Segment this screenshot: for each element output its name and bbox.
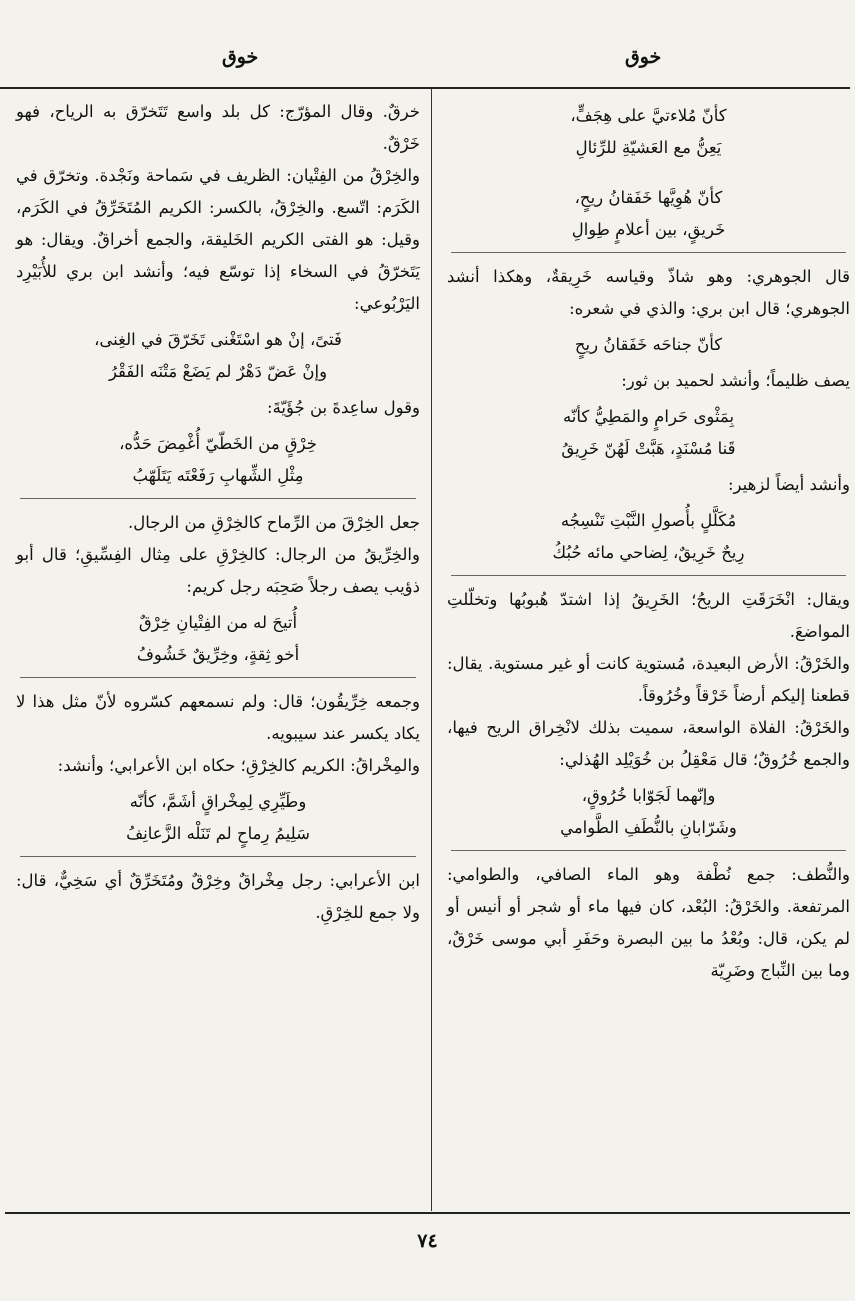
- verse-line: وإنّهما لَجَوّابا خُرُوقٍ،: [581, 786, 716, 805]
- separator-rule: [20, 498, 416, 499]
- paragraph: جعل الخِرْقَ من الرِّماح كالخِرْقِ من الرجال.: [128, 513, 420, 532]
- verse-line: خَريقٍ، بين أعلامٍ طِوالِ: [571, 220, 726, 239]
- separator-rule: [451, 575, 846, 576]
- separator-rule: [451, 850, 846, 851]
- verse: [447, 505, 850, 569]
- paragraph: قال الجوهري: وهو شاذّ وقياسه خَرِيقةٌ، وهكذا أنشد الجوهري؛ قال ابن بري: والذي في شعره:: [447, 267, 850, 318]
- verse: [16, 786, 420, 850]
- paragraph: خرقٌ. وقال المؤرّج: كل بلد واسع تَتَخرّق به الرياح، فهو خَرْقٌ.: [16, 102, 420, 153]
- left-column: [16, 96, 420, 929]
- page-header-left: خوق: [222, 46, 259, 68]
- verse-line: يَعِنُّ مع العَشيّةِ للرِّئالِ: [575, 138, 722, 157]
- separator-rule: [451, 252, 846, 253]
- verse-line: كأنّ مُلاءتيَّ على هِجَفٍّ،: [570, 106, 727, 125]
- paragraph: والخِرْقُ من الفِتْيان: الظريف في سَماحة ونَجْدة. وتخرّق في الكَرَم: اتّسع. والخِرْقُ، بالكسر: الكريم المُتَخَرِّقُ في الكَرَم، وقيل: هو الفتى الكريم الخَليقة، والجمع أخراقٌ. ويقال: هو يَتَخرّقُ في السخاء إذا توسّع فيه؛ وأنشد ابن بري للأُبَيْرِد اليَرْبُوعي:: [16, 166, 420, 313]
- page-number: ٧٤: [417, 1230, 438, 1252]
- verse-line: كأنّ جناحَه خَفَقانُ ريحٍ: [574, 335, 723, 354]
- verse-line: رِيحٌ خَرِيقٌ، لِضاحي مائه حُبُكُ: [552, 543, 745, 562]
- page-header-right: خوق: [625, 46, 662, 68]
- paragraph: وجمعه خِرِّيقُون؛ قال: ولم نسمعهم كسّروه لأنّ مثل هذا لا يكاد يكسر عند سيبويه.: [16, 692, 420, 743]
- verse: [16, 607, 420, 671]
- verse: [16, 324, 420, 388]
- verse-line: مِثْلِ الشِّهابِ رَفَعْتَه يَتَلَهّبُ: [132, 466, 304, 485]
- paragraph: والخِرِّيقُ من الرجال: كالخِرْقِ على مِثال الفِسِّيقِ؛ قال أبو ذؤيب يصف رجلاً صَحِبَه رجل كريم:: [16, 545, 420, 596]
- paragraph: وقول ساعِدةَ بن جُؤَيّةَ:: [267, 398, 420, 417]
- verse: [447, 329, 850, 361]
- verse-line: قَنا مُسْنَدٍ، هَبَّتْ لَهُنّ خَرِيقُ: [561, 439, 736, 458]
- verse: [447, 182, 850, 246]
- footer-rule: [5, 1212, 850, 1214]
- paragraph: والمِخْراقُ: الكريم كالخِرْقِ؛ حكاه ابن الأعرابي؛ وأنشد:: [57, 756, 420, 775]
- verse: [447, 780, 850, 844]
- verse-line: خِرْقٍ من الخَطّيّ أُغْمِضَ حَدُّه،: [119, 434, 317, 453]
- verse-line: وطَيِّرِي لِمِخْراقٍ أشَمَّ، كأنّه: [129, 792, 307, 811]
- paragraph: والخَرْقُ: الفلاة الواسعة، سميت بذلك لانْخِراق الريح فيها، والجمع خُرُوقٌ؛ قال مَعْقِلُ بن خُوَيْلِد الهُذلي:: [447, 718, 850, 769]
- separator-rule: [20, 856, 416, 857]
- verse: [16, 428, 420, 492]
- verse-line: بِمَثْوى حَرامٍ والمَطِيُّ كأنّه: [562, 407, 735, 426]
- verse-line: أخو ثِقةٍ، وخِرِّيقٌ خَشُوفُ: [136, 645, 300, 664]
- verse-line: كأنّ هُوِيَّها خَفَقانُ ريحٍ،: [574, 188, 723, 207]
- verse-line: وشَرّابانِ بالنُّطَفِ الطَّوامي: [560, 818, 737, 837]
- verse-line: وإنْ عَضّ دَهْرٌ لم يَضَعْ مَتْنَه الفَقْرُ: [108, 362, 328, 381]
- verse-line: فَتىً، إنْ هو اسْتَغْنى تَخَرّقَ في الغِنى،: [94, 330, 342, 349]
- header-rule: [0, 87, 850, 89]
- column-divider: [431, 89, 432, 1211]
- separator-rule: [20, 677, 416, 678]
- right-column: [447, 96, 850, 987]
- paragraph: والنُّطف: جمع نُطْفة وهو الماء الصافي، والطوامي: المرتفعة. والخَرْقُ: البُعْد، كان فيها ماء أو شجر أو أنيس أو لم يكن، قال: وبُعْدُ ما بين البصرة وحَفَرِ أبي موسى خَرْقٌ، وما بين النِّباج وضَرِيّة: [447, 865, 850, 980]
- verse-line: سَلِيمُ رِماحٍ لم تَنَلْه الزَّعانِفُ: [126, 824, 310, 843]
- paragraph: يصف ظليماً؛ وأنشد لحميد بن ثور:: [621, 371, 850, 390]
- verse: [447, 401, 850, 465]
- paragraph: وأنشد أيضاً لزهير:: [727, 475, 850, 494]
- paragraph: والخَرْقُ: الأرض البعيدة، مُستوية كانت أو غير مستوية. يقال: قطعنا إليكم أرضاً خَرْقاً وخُرُوقاً.: [447, 654, 850, 705]
- paragraph: ابن الأعرابي: رجل مِخْراقٌ وخِرْقٌ ومُتَخَرِّقٌ أي سَخِيٌّ، قال: ولا جمع للخِرْقِ.: [16, 871, 420, 922]
- verse: [447, 100, 850, 164]
- verse-line: مُكَلَّلٍ بأُصولِ النَّبْتِ تَنْسِجُه: [560, 511, 737, 530]
- paragraph: ويقال: انْخَرَقَتِ الريحُ؛ الخَرِيقُ إذا اشتدّ هُبوبُها وتخلّلتِ المواضعَ.: [447, 590, 850, 641]
- verse-line: أُتيحَ له من الفِتْيانِ خِرْقٌ: [138, 613, 298, 632]
